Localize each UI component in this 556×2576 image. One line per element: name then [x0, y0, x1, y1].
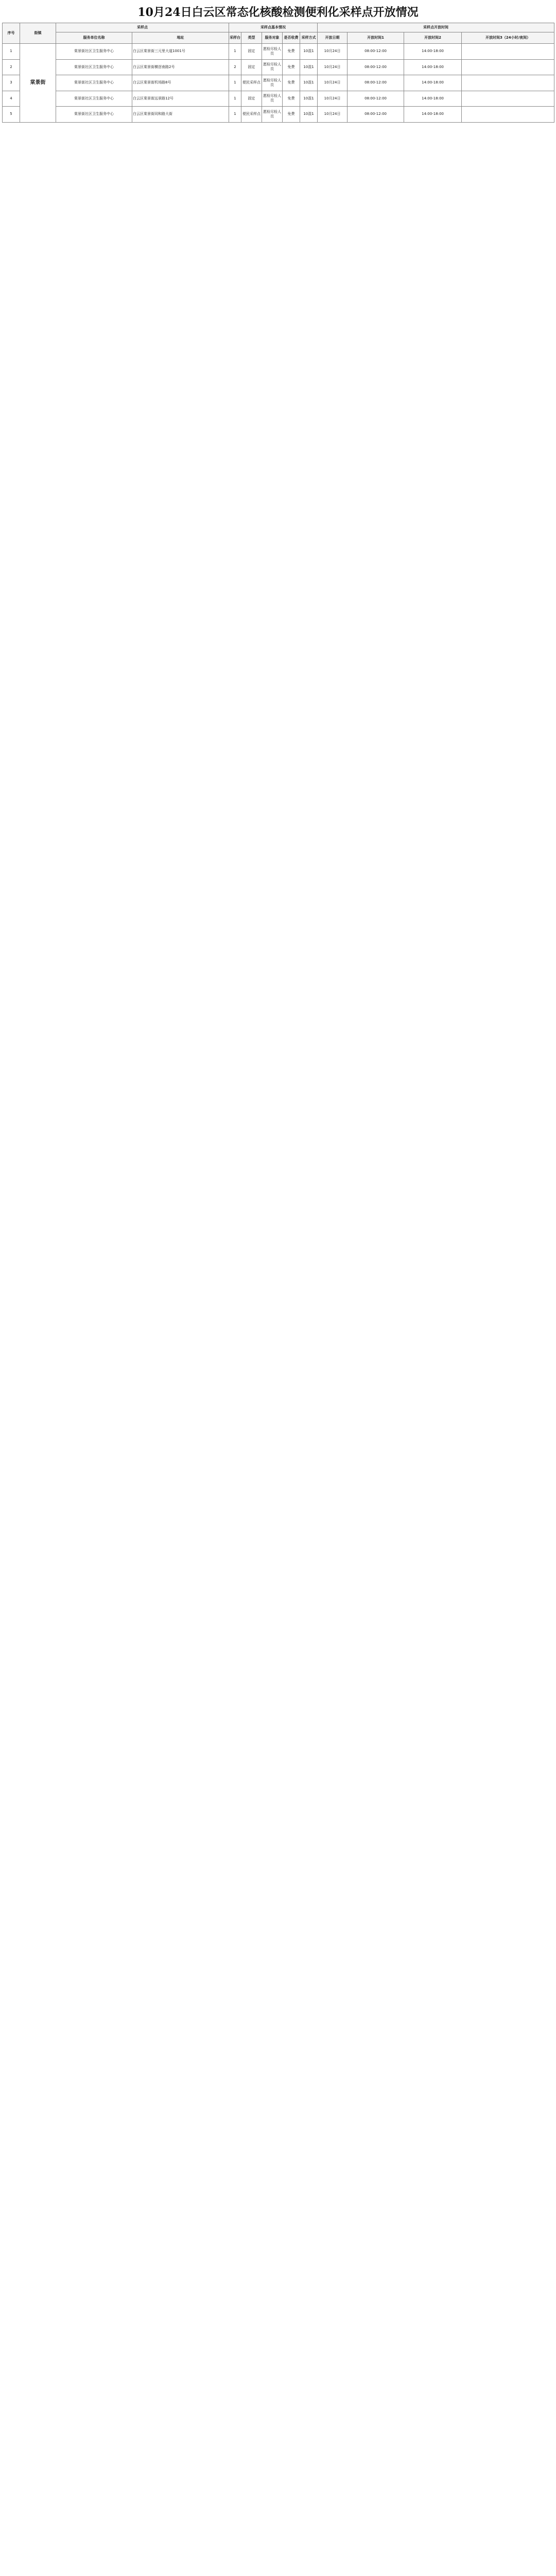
cell-period-1: 08:00-12:00 — [348, 75, 404, 91]
cell-unit: 棠景街社区卫生服务中心 — [56, 59, 132, 75]
table-body — [3, 44, 554, 123]
header-address: 地址 — [132, 32, 229, 44]
cell-seq: 2 — [3, 59, 20, 75]
cell-type: 固定 — [241, 44, 262, 60]
cell-charge: 免费 — [283, 91, 300, 107]
cell-manner: 10混1 — [300, 91, 318, 107]
cell-period-3 — [462, 91, 554, 107]
cell-manner: 10混1 — [300, 75, 318, 91]
header-period-1: 开放时间1 — [348, 32, 404, 44]
cell-target: 愿检尽检人员 — [262, 59, 283, 75]
table-row — [3, 44, 554, 60]
cell-type: 便民采样点 — [241, 107, 262, 123]
cell-count: 1 — [229, 91, 241, 107]
header-open-hours: 采样点开放时间 — [318, 23, 554, 32]
header-period-2: 开放时间2 — [404, 32, 462, 44]
header-manner: 采样方式 — [300, 32, 318, 44]
cell-manner: 10混1 — [300, 44, 318, 60]
cell-period-1: 08:00-12:00 — [348, 59, 404, 75]
cell-period-2: 14:00-18:00 — [404, 59, 462, 75]
cell-period-2: 14:00-18:00 — [404, 44, 462, 60]
cell-seq: 3 — [3, 75, 20, 91]
cell-type: 固定 — [241, 91, 262, 107]
cell-target: 愿检尽检人员 — [262, 91, 283, 107]
table-row — [3, 59, 554, 75]
table-row — [3, 107, 554, 123]
cell-period-2: 14:00-18:00 — [404, 107, 462, 123]
cell-period-2: 14:00-18:00 — [404, 91, 462, 107]
cell-address: 白云区棠景街横滘南路2号 — [132, 59, 229, 75]
cell-seq: 5 — [3, 107, 20, 123]
header-type: 类型 — [241, 32, 262, 44]
cell-date: 10月24日 — [318, 75, 348, 91]
cell-target: 愿检尽检人员 — [262, 44, 283, 60]
cell-count: 1 — [229, 75, 241, 91]
cell-manner: 10混1 — [300, 107, 318, 123]
cell-period-3 — [462, 59, 554, 75]
cell-count: 1 — [229, 44, 241, 60]
cell-charge: 免费 — [283, 44, 300, 60]
header-target: 服务对象 — [262, 32, 283, 44]
header-service-unit: 服务单位名称 — [56, 32, 132, 44]
cell-date: 10月24日 — [318, 59, 348, 75]
cell-unit: 棠景街社区卫生服务中心 — [56, 107, 132, 123]
cell-date: 10月24日 — [318, 107, 348, 123]
cell-charge: 免费 — [283, 107, 300, 123]
header-date: 开放日期 — [318, 32, 348, 44]
header-period-3: 开放时间3（24小时/夜间） — [462, 32, 554, 44]
cell-seq: 4 — [3, 91, 20, 107]
cell-count: 1 — [229, 107, 241, 123]
cell-address: 白云区棠景街远景路12号 — [132, 91, 229, 107]
cell-target: 愿检尽检人员 — [262, 75, 283, 91]
cell-period-3 — [462, 75, 554, 91]
cell-period-1: 08:00-12:00 — [348, 44, 404, 60]
cell-period-2: 14:00-18:00 — [404, 75, 462, 91]
header-street: 街镇 — [20, 23, 56, 44]
cell-charge: 免费 — [283, 59, 300, 75]
page-title: 10月24日白云区常态化核酸检测便利化采样点开放情况 — [137, 5, 419, 19]
cell-street: 棠景街 — [20, 44, 56, 123]
sampling-sites-table — [2, 23, 554, 123]
header-count: 采样台 — [229, 32, 241, 44]
table-row — [3, 91, 554, 107]
cell-count: 2 — [229, 59, 241, 75]
cell-target: 愿检尽检人员 — [262, 107, 283, 123]
cell-unit: 棠景街社区卫生服务中心 — [56, 91, 132, 107]
header-sampling-points: 采样点基本情况 — [229, 23, 318, 32]
cell-charge: 免费 — [283, 75, 300, 91]
cell-type: 固定 — [241, 59, 262, 75]
table-row — [3, 75, 554, 91]
cell-date: 10月24日 — [318, 91, 348, 107]
cell-period-3 — [462, 107, 554, 123]
cell-address: 白云区棠景街三元里大道1001号 — [132, 44, 229, 60]
cell-period-1: 08:00-12:00 — [348, 91, 404, 107]
header-seq: 序号 — [3, 23, 20, 44]
cell-date: 10月24日 — [318, 44, 348, 60]
cell-unit: 棠景街社区卫生服务中心 — [56, 75, 132, 91]
cell-seq: 1 — [3, 44, 20, 60]
header-charge: 是否收费 — [283, 32, 300, 44]
header-site-info: 采样点 — [56, 23, 229, 32]
cell-type: 便民采样点 — [241, 75, 262, 91]
cell-unit: 棠景街社区卫生服务中心 — [56, 44, 132, 60]
cell-manner: 10混1 — [300, 59, 318, 75]
cell-address: 白云区棠景街机场路8号 — [132, 75, 229, 91]
cell-period-3 — [462, 44, 554, 60]
cell-address: 白云区棠景街同和路大街 — [132, 107, 229, 123]
cell-period-1: 08:00-12:00 — [348, 107, 404, 123]
